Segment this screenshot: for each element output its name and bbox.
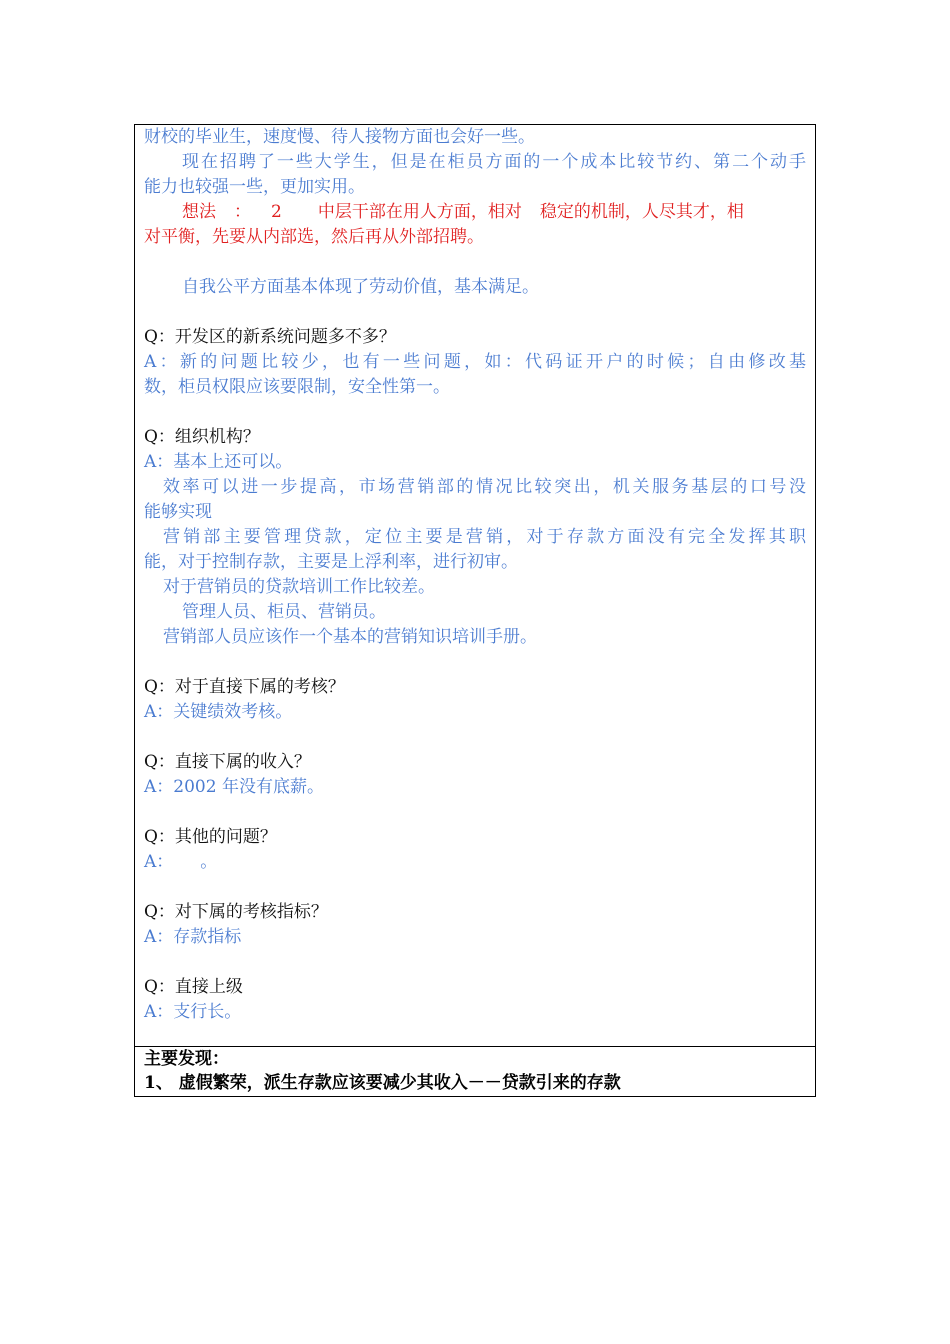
interview-table	[134, 124, 816, 1097]
note-line: 自我公平方面基本体现了劳动价值，基本满足。	[182, 277, 539, 297]
answer-line: 能，对于控制存款，主要是上浮利率，进行初审。	[144, 552, 518, 572]
question-line: Q：其他的问题？	[144, 827, 277, 847]
question-line: Q：直接下属的收入？	[144, 752, 311, 772]
answer-line: 数，柜员权限应该要限制，安全性第一。	[144, 377, 450, 397]
answer-line: A：关键绩效考核。	[144, 702, 293, 722]
answer-line: 对于营销员的贷款培训工作比较差。	[163, 577, 435, 597]
note-line: 能力也较强一些，更加实用。	[144, 177, 365, 197]
answer-line: A：新的问题比较少，也有一些问题，如：代码证开户的时候；自由修改基	[144, 352, 806, 372]
question-line: Q：直接上级	[144, 977, 243, 997]
answer-line: 能够实现	[144, 502, 212, 522]
answer-line: A：存款指标	[144, 927, 242, 947]
idea-label: 想法	[182, 202, 216, 222]
answer-line: A：2002 年没有底薪。	[144, 777, 324, 797]
note-line: 财校的毕业生，速度慢、待人接物方面也会好一些。	[144, 127, 535, 147]
answer-line: A：基本上还可以。	[144, 452, 293, 472]
answer-line: 管理人员、柜员、营销员。	[182, 602, 386, 622]
question-line: Q：组织机构？	[144, 427, 260, 447]
question-line: Q：对下属的考核指标？	[144, 902, 328, 922]
idea-line	[182, 200, 744, 225]
answer-line: 效率可以进一步提高，市场营销部的情况比较突出，机关服务基层的口号没	[163, 477, 806, 497]
answer-line: A： 。	[144, 852, 218, 872]
note-line: 现在招聘了一些大学生，但是在柜员方面的一个成本比较节约、第二个动手	[182, 152, 806, 172]
idea-number: 2	[271, 202, 282, 222]
interview-notes-cell	[135, 125, 815, 1047]
idea-text-2: 稳定的机制，人尽其才，相	[539, 202, 744, 222]
question-line: Q：对于直接下属的考核？	[144, 677, 345, 697]
idea-line-cont: 对平衡，先要从内部选，然后再从外部招聘。	[144, 227, 484, 247]
findings-cell	[135, 1047, 815, 1096]
idea-text-1: 中层干部在用人方面，相对	[317, 202, 522, 222]
question-line: Q：开发区的新系统问题多不多？	[144, 327, 396, 347]
idea-colon: ：	[234, 202, 251, 222]
answer-line: 营销部人员应该作一个基本的营销知识培训手册。	[163, 627, 537, 647]
answer-line: 营销部主要管理贷款，定位主要是营销，对于存款方面没有完全发挥其职	[163, 527, 806, 547]
findings-item: 1、 虚假繁荣，派生存款应该要减少其收入－－贷款引来的存款	[144, 1073, 621, 1093]
answer-line: A：支行长。	[144, 1002, 242, 1022]
findings-title: 主要发现：	[144, 1049, 229, 1069]
